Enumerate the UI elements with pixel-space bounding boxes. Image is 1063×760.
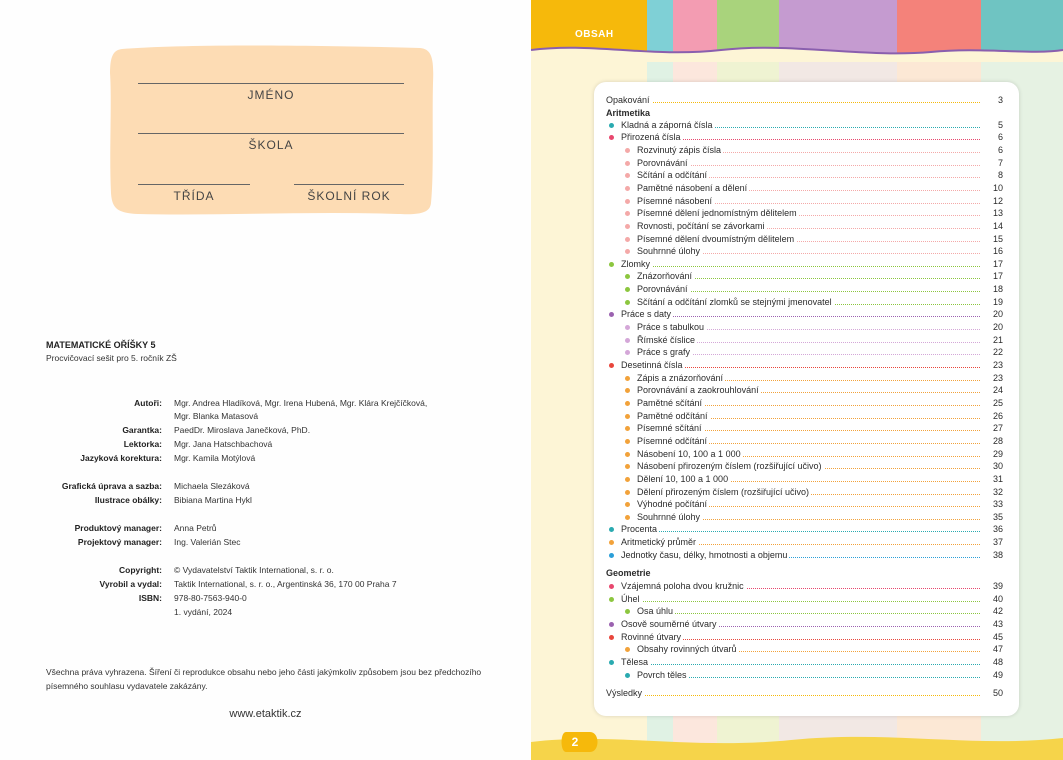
toc-entry-title: Osa úhlu [637,606,674,617]
toc-page-number: 35 [980,511,1003,523]
toc-entry[interactable] [0,359,1063,371]
toc-entry[interactable] [0,258,1063,270]
bullet-dot-icon [625,338,630,343]
credit-key: Lektorka: [123,439,162,449]
toc-entry-title: Sčítání a odčítání zlomků se stejnými jmenovatel [637,296,832,307]
toc-entry-title: Porovnávání [637,157,688,168]
toc-entry[interactable] [0,245,1063,257]
toc-entry-title: Pamětné odčítání [637,410,708,421]
toc-page-number: 28 [980,435,1003,447]
credit-key: Produktový manager: [74,523,162,533]
toc-entry-title: Obsahy rovinných útvarů [637,644,737,655]
toc-page-number: 45 [980,631,1003,643]
page-number: 2 [571,735,579,749]
toc-entry-title: Písemné dělení dvoumístným dělitelem [637,233,795,244]
toc-entry-title: Znázorňování [637,271,693,282]
toc-page-number: 42 [980,605,1003,617]
toc-entry-title: Rovinné útvary [621,631,682,642]
toc-leader-dots [606,102,982,103]
toc-page-number: 43 [980,618,1003,630]
toc-entry-title: Práce s grafy [637,347,691,358]
toc-entry-title: Římské číslice [637,334,696,345]
bullet-dot-icon [625,515,630,520]
credit-value: Taktik International, s. r. o., Argentinská 36, 170 00 Praha 7 [174,579,397,589]
bullet-dot-icon [609,312,614,317]
toc-entry[interactable] [0,195,1063,207]
toc-page-number: 32 [980,486,1003,498]
toc-page-number: 17 [980,270,1003,282]
toc-entry[interactable] [0,549,1063,561]
bullet-dot-icon [609,584,614,589]
toc-entry-title: Úhel [621,593,640,604]
toc-entry[interactable] [0,435,1063,447]
toc-entry-title: Tělesa [621,656,649,667]
toc-entry-title: Písemné sčítání [637,423,702,434]
toc-entry-title: Kladná a záporná čísla [621,119,713,130]
toc-heading [0,107,1063,119]
toc-page-number: 15 [980,233,1003,245]
credit-value: © Vydavatelství Taktik International, s. r. o. [174,565,334,575]
toc-page-number: 10 [980,182,1003,194]
toc-leader-dots [621,531,982,532]
toc-entry[interactable] [0,233,1063,245]
toc-entry-title: Zlomky [621,258,650,269]
toc-entry[interactable] [0,270,1063,282]
toc-page-number: 23 [980,372,1003,384]
toc-entry[interactable] [0,157,1063,169]
credit-value: 978-80-7563-940-0 [174,593,247,603]
credit-value: PaedDr. Miroslava Janečková, PhD. [174,425,311,435]
bullet-dot-icon [625,414,630,419]
toc-leader-dots [621,601,982,602]
toc-entry[interactable] [0,182,1063,194]
bullet-dot-icon [625,609,630,614]
credit-value: Mgr. Jana Hatschbachová [174,439,273,449]
toc-page-number: 48 [980,656,1003,668]
toc-entry-title: Násobení přirozeným číslem (rozšiřující učivo) [637,461,822,472]
toc-entry-title: Zápis a znázorňování [637,372,724,383]
toc-entry-title: Vzájemná poloha dvou kružnic [621,581,744,592]
toc-entry-title: Procenta [621,524,658,535]
toc-page-number: 17 [980,258,1003,270]
bullet-dot-icon [625,161,630,166]
toc-page-number: 47 [980,643,1003,655]
toc-page-number: 6 [980,144,1003,156]
toc-entry-title: Písemné odčítání [637,435,708,446]
bullet-dot-icon [609,635,614,640]
bullet-dot-icon [625,477,630,482]
bullet-dot-icon [625,173,630,178]
toc-entry[interactable] [0,131,1063,143]
toc-entry[interactable] [0,643,1063,655]
toc-page-number: 30 [980,460,1003,472]
toc-page-number: 33 [980,498,1003,510]
toc-entry-title: Rovnosti, počítání se závorkami [637,220,765,231]
toc-page-number: 24 [980,384,1003,396]
rights-notice: Všechna práva vyhrazena. Šíření či reprodukce obsahu nebo jeho části jakýmkoliv způsobem jsou bez předchozího písemného souhlasu vydavatele zakázány. [46,667,482,691]
credit-value: Ing. Valerián Stec [174,537,241,547]
credit-value: Michaela Slezáková [174,481,250,491]
toc-entry-title: Pamětné sčítání [637,397,703,408]
credit-key: Projektový manager: [77,537,162,547]
toc-entry[interactable] [0,94,1063,106]
credit-value: Mgr. Kamila Motýlová [174,453,256,463]
bullet-dot-icon [625,287,630,292]
bullet-dot-icon [625,673,630,678]
toc-page-number: 27 [980,422,1003,434]
toc-page-number: 29 [980,448,1003,460]
toc-page-number: 36 [980,523,1003,535]
toc-entry[interactable] [0,296,1063,308]
toc-leader-dots [621,266,982,267]
bullet-dot-icon [625,186,630,191]
credit-key: Autoři: [134,398,162,408]
toc-page-number: 50 [980,687,1003,699]
bullet-dot-icon [625,199,630,204]
toc-entry[interactable] [0,523,1063,535]
toc-page-number: 26 [980,410,1003,422]
book-subtitle: Procvičovací sešit pro 5. ročník ZŠ [46,353,177,363]
toc-leader-dots [621,316,982,317]
bullet-dot-icon [625,249,630,254]
bullet-dot-icon [609,660,614,665]
toc-entry[interactable] [0,283,1063,295]
bullet-dot-icon [625,490,630,495]
bullet-dot-icon [609,622,614,627]
toc-entry-title: Porovnávání [637,284,688,295]
toc-entry-title: Práce s tabulkou [637,322,705,333]
toc-page-number: 20 [980,308,1003,320]
bullet-dot-icon [625,274,630,279]
toc-page-number: 16 [980,245,1003,257]
toc-page-number: 6 [980,131,1003,143]
toc-entry[interactable] [0,536,1063,548]
bullet-dot-icon [609,597,614,602]
toc-entry[interactable] [0,207,1063,219]
credit-value: Mgr. Andrea Hladíková, Mgr. Irena Hubená, Mgr. Klára Krejčíčková, [174,398,428,408]
bullet-dot-icon [625,388,630,393]
toc-entry[interactable] [0,448,1063,460]
toc-entry[interactable] [0,220,1063,232]
bullet-dot-icon [625,325,630,330]
credit-key: Garantka: [122,425,162,435]
credit-key: Copyright: [119,565,162,575]
toc-page-number: 12 [980,195,1003,207]
bullet-dot-icon [625,464,630,469]
toc-leader-dots [606,695,982,696]
name-label: JMÉNO [247,88,295,102]
credit-key: Ilustrace obálky: [94,495,162,505]
bullet-dot-icon [625,439,630,444]
toc-entry-title: Opakování [606,95,650,105]
toc-entry[interactable] [0,321,1063,333]
bullet-dot-icon [609,553,614,558]
bullet-dot-icon [625,300,630,305]
toc-entry-title: Dělení 10, 100 a 1 000 [637,473,729,484]
bullet-dot-icon [625,237,630,242]
bullet-dot-icon [625,502,630,507]
bullet-dot-icon [625,350,630,355]
credit-value: 1. vydání, 2024 [174,607,233,617]
toc-page-number: 23 [980,359,1003,371]
bullet-dot-icon [609,135,614,140]
toc-entry[interactable] [0,656,1063,668]
credit-key: Vyrobil a vydal: [99,579,162,589]
toc-entry-title: Souhrnné úlohy [637,511,701,522]
toc-page-number: 19 [980,296,1003,308]
class-label: TŘÍDA [173,189,215,203]
bullet-dot-icon [609,262,614,267]
toc-entry[interactable] [0,460,1063,472]
toc-entry[interactable] [0,605,1063,617]
website-link[interactable]: www.etaktik.cz [229,708,302,720]
bullet-dot-icon [625,426,630,431]
toc-page-number: 20 [980,321,1003,333]
credit-value: Bibiana Martina Hykl [174,495,252,505]
toc-entry[interactable] [0,687,1063,699]
toc-page-number: 40 [980,593,1003,605]
toc-page-number: 37 [980,536,1003,548]
toc-entry[interactable] [0,169,1063,181]
page-number-badge [560,731,600,753]
toc-entry[interactable] [0,593,1063,605]
toc-page-number: 49 [980,669,1003,681]
toc-entry-title: Písemné dělení jednomístným dělitelem [637,208,797,219]
toc-entry-title: Povrch těles [637,669,687,680]
section-label: OBSAH [575,29,614,40]
bullet-dot-icon [625,452,630,457]
toc-entry-title: Sčítání a odčítání [637,170,708,181]
toc-entry-title: Pamětné násobení a dělení [637,182,748,193]
toc-page-number: 14 [980,220,1003,232]
toc-entry[interactable] [0,669,1063,681]
toc-leader-dots [621,664,982,665]
toc-entry-title: Práce s daty [621,309,672,320]
toc-entry-title: Dělení přirozeným číslem (rozšiřující učivo) [637,486,810,497]
toc-entry-title: Písemné násobení [637,195,713,206]
toc-entry[interactable] [0,410,1063,422]
bullet-dot-icon [625,148,630,153]
toc-page-number: 8 [980,169,1003,181]
toc-entry[interactable] [0,334,1063,346]
toc-entry[interactable] [0,580,1063,592]
credit-key: ISBN: [138,593,162,603]
bullet-dot-icon [609,363,614,368]
bullet-dot-icon [625,376,630,381]
toc-leader-dots [637,613,982,614]
toc-entry[interactable] [0,618,1063,630]
credit-value: Anna Petrů [174,523,217,533]
toc-entry-title: Jednotky času, délky, hmotnosti a objemu [621,549,788,560]
toc-page-number: 18 [980,283,1003,295]
toc-page-number: 5 [980,119,1003,131]
toc-entry-title: Osově souměrné útvary [621,619,717,629]
school-label: ŠKOLA [248,138,294,152]
toc-entry-title: Souhrnné úlohy [637,246,701,257]
toc-entry-title: Porovnávání a zaokrouhlování [637,385,759,396]
bullet-dot-icon [625,211,630,216]
toc-entry[interactable] [0,308,1063,320]
toc-entry[interactable] [0,511,1063,523]
bullet-dot-icon [609,527,614,532]
toc-entry[interactable] [0,384,1063,396]
book-title: MATEMATICKÉ OŘÍŠKY 5 [46,340,156,350]
toc-entry-title: Rozvinutý zápis čísla [637,144,722,155]
toc-entry-title: Přirozená čísla [621,132,681,143]
school-year-label: ŠKOLNÍ ROK [307,189,391,203]
toc-entry[interactable] [0,144,1063,156]
name-line[interactable] [138,83,404,84]
toc-entry-title: Aritmetika [606,107,651,118]
toc-entry[interactable] [0,631,1063,643]
toc-entry[interactable] [0,397,1063,409]
toc-page-number: 21 [980,334,1003,346]
credit-value: Mgr. Blanka Matasová [174,411,259,421]
toc-heading [0,567,1063,579]
bullet-dot-icon [609,123,614,128]
toc-entry-title: Výhodné počítání [637,499,708,510]
toc-entry-title: Násobení 10, 100 a 1 000 [637,448,741,459]
toc-page-number: 3 [980,94,1003,106]
toc-entry-title: Geometrie [606,568,651,579]
bullet-dot-icon [625,224,630,229]
toc-entry[interactable] [0,498,1063,510]
bullet-dot-icon [625,647,630,652]
credit-key: Jazyková korektura: [80,453,162,463]
toc-page-number: 25 [980,397,1003,409]
toc-entry-title: Desetinná čísla [621,360,683,370]
toc-entry[interactable] [0,473,1063,485]
toc-leader-dots [637,677,982,678]
toc-entry[interactable] [0,486,1063,498]
bottom-band [531,712,1063,760]
toc-page-number: 31 [980,473,1003,485]
toc-entry[interactable] [0,119,1063,131]
toc-entry[interactable] [0,422,1063,434]
toc-page-number: 22 [980,346,1003,358]
bullet-dot-icon [609,540,614,545]
toc-page-number: 13 [980,207,1003,219]
toc-page-number: 39 [980,580,1003,592]
toc-entry[interactable] [0,346,1063,358]
toc-page-number: 7 [980,157,1003,169]
credit-key: Grafická úprava a sazba: [61,481,162,491]
toc-entry-title: Výsledky [606,688,643,699]
toc-entry-title: Aritmetický průměr [621,537,697,548]
toc-page-number: 38 [980,549,1003,561]
toc-entry[interactable] [0,372,1063,384]
bullet-dot-icon [625,401,630,406]
